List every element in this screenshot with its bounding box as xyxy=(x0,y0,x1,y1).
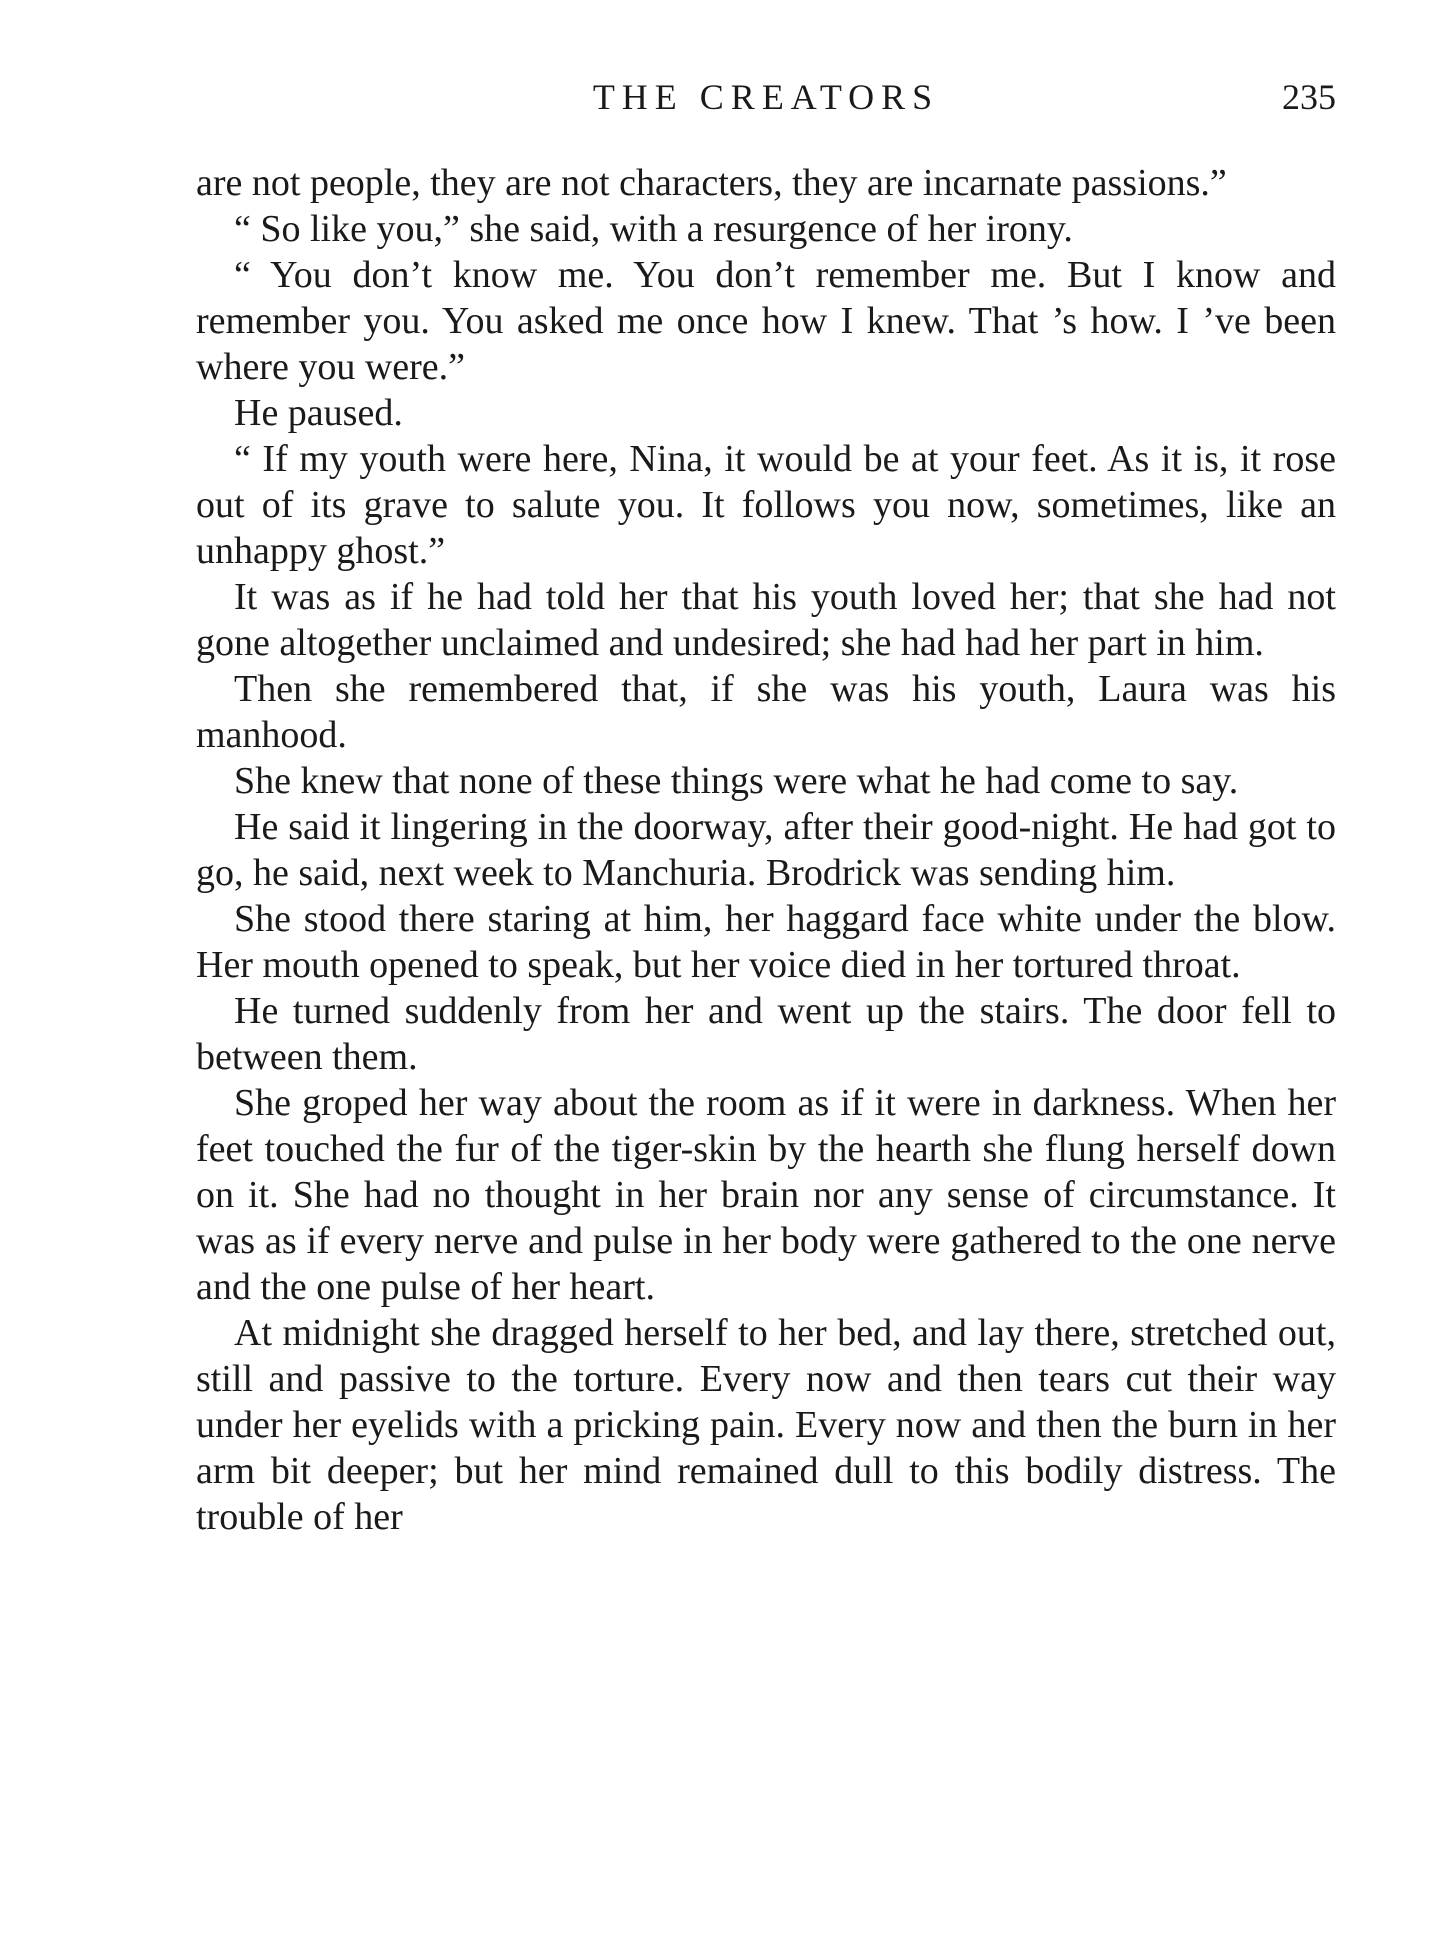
paragraph: He paused. xyxy=(234,392,403,434)
paragraph: She groped her way about the room as if it were in darkness. When her feet touched the fur of the tiger-skin by the hearth she flung herself down on it. She had no thought in her brain nor any sense of circumstance. It was as if every nerve and pulse in her body were gathered to the one nerve and the one pulse of her heart. xyxy=(196,1082,1336,1308)
page-number: 235 xyxy=(1282,77,1336,117)
paragraph: Then she remembered that, if she was his youth, Laura was his manhood. xyxy=(196,668,1336,756)
body-text xyxy=(196,160,1336,1540)
paragraph: She stood there staring at him, her haggard face white under the blow. Her mouth opened to speak, but her voice died in her tortured throat. xyxy=(196,898,1336,986)
paragraph: At midnight she dragged herself to her bed, and lay there, stretched out, still and passive to the torture. Every now and then tears cut their way under her eyelids with a pricking pain. Every now and then the burn in her arm bit deeper; but her mind remained dull to this bodily distress. The trouble of her xyxy=(196,1312,1336,1538)
paragraph: “ So like you,” she said, with a resurgence of her irony. xyxy=(234,208,1073,250)
paragraph: “ If my youth were here, Nina, it would be at your feet. As it is, it rose out of its grave to salute you. It follows you now, sometimes, like an unhappy ghost.” xyxy=(196,438,1336,572)
page-header xyxy=(196,76,1336,126)
paragraph: “ You don’t know me. You don’t remember me. But I know and remember you. You asked me once how I knew. That ’s how. I ’ve been where you were.” xyxy=(196,254,1336,388)
paragraph: It was as if he had told her that his youth loved her; that she had not gone altogether unclaimed and undesired; she had had her part in him. xyxy=(196,576,1336,664)
paragraph: He said it lingering in the doorway, after their good-night. He had got to go, he said, next week to Manchuria. Brodrick was sending him. xyxy=(196,806,1336,894)
paragraph: are not people, they are not characters, they are incarnate passions.” xyxy=(196,162,1227,204)
paragraph: He turned suddenly from her and went up the stairs. The door fell to between them. xyxy=(196,990,1336,1078)
running-title: THE CREATORS xyxy=(592,77,940,117)
paragraph: She knew that none of these things were what he had come to say. xyxy=(234,760,1239,802)
